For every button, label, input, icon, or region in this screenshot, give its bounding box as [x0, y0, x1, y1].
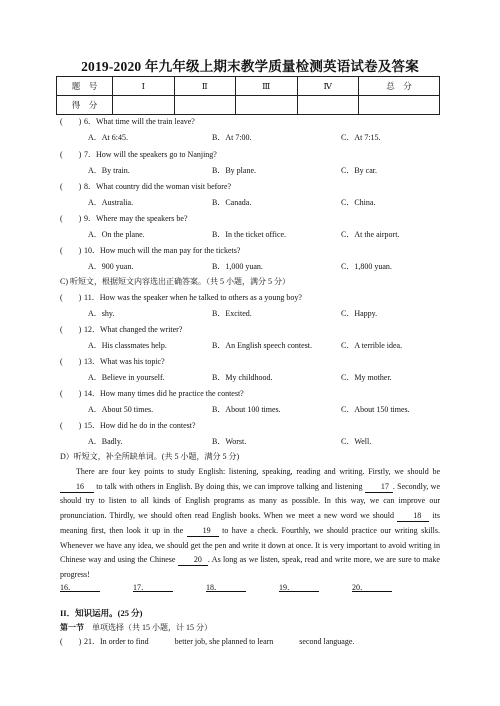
part-2-section-1 — [60, 623, 212, 633]
option-c: C．A terrible idea. — [341, 341, 403, 350]
score-cell[interactable] — [236, 96, 298, 115]
option-a: A．shy. — [88, 309, 115, 318]
option-b: B．In the ticket office. — [212, 230, 287, 239]
score-header-cell: Ⅱ — [174, 77, 236, 96]
answer-bracket[interactable]: ( ) — [60, 150, 82, 159]
score-header-cell: Ⅳ — [297, 77, 359, 96]
option-c: C．1,800 yuan. — [341, 262, 392, 271]
answer-bracket[interactable]: ( ) — [60, 357, 82, 366]
score-row-label: 得 分 — [57, 96, 113, 115]
blank-17: 17 — [365, 482, 393, 493]
option-a: A．About 50 times. — [88, 405, 154, 414]
answer-blank[interactable] — [206, 583, 246, 592]
option-b: B．At 7:00. — [212, 133, 252, 142]
answer-bracket[interactable]: ( ) — [60, 293, 82, 302]
option-c: C．China. — [341, 198, 376, 207]
answer-label: 17． — [133, 583, 149, 592]
passage-text: to have a check. Fourthly, we should practice our writing skills. Whenever we have any idea, we should get the pen and write it down at once. It is very important to avoid writing in Chinese way and using the Chinese — [60, 525, 440, 565]
option-c: C．About 150 times. — [341, 405, 410, 414]
score-table-score-row — [57, 96, 440, 115]
passage-text: to talk with others in English. By doing this, we can improve talking and listening — [94, 481, 365, 491]
question-text — [84, 637, 354, 647]
option-b: B．My childhood. — [212, 373, 273, 382]
question-text: 12．What changed the writer? — [84, 325, 183, 334]
section-label: 第一节 — [60, 623, 84, 632]
option-c: C．Happy. — [341, 309, 378, 318]
blank-16: 16 — [60, 482, 94, 493]
option-a: A．Badly. — [88, 437, 123, 446]
section-d-heading: D）听短文，补全所缺单词。(共 5 小题，满分 5 分) — [60, 452, 240, 461]
answer-label: 18． — [206, 583, 222, 592]
score-header-cell: 总 分 — [359, 77, 440, 96]
answer-bracket[interactable]: ( ) — [60, 214, 82, 223]
option-c: C．At the airport. — [341, 230, 400, 239]
exam-title: 2019-2020 年九年级上期末教学质量检测英语试卷及答案 — [81, 59, 419, 74]
score-cell[interactable] — [113, 96, 175, 115]
option-b: B．1,000 yuan. — [212, 262, 263, 271]
question-text-part: 21．In order to find — [84, 637, 149, 646]
answer-bracket[interactable]: ( ) — [60, 421, 82, 430]
question-text: 10．How much will the man pay for the tickets? — [84, 246, 241, 255]
option-b: B．Excited. — [212, 309, 252, 318]
answer-label: 16． — [60, 583, 76, 592]
question-text: 11．How was the speaker when he talked to others as a young boy? — [84, 293, 302, 302]
passage-text: . As long as we listen, speak, read and write more, we are sure to make progress! — [60, 555, 440, 579]
blank-18: 18 — [397, 511, 429, 522]
option-b: B．By plane. — [212, 166, 256, 175]
answer-bracket[interactable]: ( ) — [60, 117, 82, 126]
option-a: A．At 6:45. — [88, 133, 128, 142]
answer-label: 19． — [279, 583, 295, 592]
option-c: C．My mother. — [341, 373, 392, 382]
score-cell[interactable] — [359, 96, 440, 115]
question-text: 7．How will the speakers go to Nanjing? — [84, 150, 217, 159]
option-c: C．Well. — [341, 437, 372, 446]
answer-bracket[interactable]: ( ) — [60, 389, 82, 398]
option-a: A．His classmates help. — [88, 341, 167, 350]
question-text: 6．What time will the train leave? — [84, 117, 195, 126]
option-a: A．Australia. — [88, 198, 134, 207]
passage-text: . Secondly, we should try to listen to all kinds of English programs as many as possible. In this way, we can improve our pronunciation. Thirdly, we should often read English books. When we meet a new word we should — [60, 481, 440, 521]
blank-19: 19 — [187, 526, 219, 537]
option-a: A．900 yuan. — [88, 262, 134, 271]
answer-bracket[interactable]: ( ) — [60, 246, 82, 255]
question-text: 15．How did he do in the contest? — [84, 421, 196, 430]
option-a: A．By train. — [88, 166, 130, 175]
question-text: 9．Where may the speakers be? — [84, 214, 188, 223]
score-header-cell: Ⅲ — [236, 77, 298, 96]
passage-text: There are four key points to study English: listening, speaking, reading and writing. Firstly, we should be — [76, 467, 440, 476]
score-cell[interactable] — [174, 96, 236, 115]
answer-blank[interactable] — [60, 583, 100, 592]
part-2-title: II．知识运用。(25 分) — [60, 608, 143, 618]
question-text: 8．What country did the woman visit before? — [84, 182, 232, 191]
section-c-heading: C) 听短文，根据短文内容选出正确答案。（共 5 小题，满分 5 分） — [60, 277, 290, 286]
answer-blank[interactable] — [133, 583, 173, 592]
option-c: C．By car. — [341, 166, 377, 175]
answer-bracket[interactable]: ( ) — [60, 637, 82, 646]
answer-bracket[interactable]: ( ) — [60, 182, 82, 191]
answer-blank[interactable] — [279, 583, 319, 592]
question-text: 14．How many times did he practice the contest? — [84, 389, 244, 398]
section-text: 单项选择（共 15 小题，计 15 分） — [84, 623, 212, 632]
score-table — [56, 76, 440, 115]
question-text-part: second language. — [299, 637, 355, 646]
passage — [60, 465, 440, 583]
score-cell[interactable] — [297, 96, 359, 115]
answer-bracket[interactable]: ( ) — [60, 325, 82, 334]
option-b: B．About 100 times. — [212, 405, 281, 414]
option-b: B．Worst. — [212, 437, 247, 446]
question-text: 13．What was his topic? — [84, 357, 165, 366]
answer-label: 20． — [352, 583, 368, 592]
option-b: B．Canada. — [212, 198, 252, 207]
passage-text: its meaning first, then look it up in the — [60, 511, 440, 535]
option-b: B．An English speech contest. — [212, 341, 312, 350]
question-text-part: better job, she planned to learn — [174, 637, 274, 646]
answer-lines — [60, 583, 440, 595]
score-header-cell: Ⅰ — [113, 77, 175, 96]
score-header-cell: 题 号 — [57, 77, 113, 96]
answer-blank[interactable] — [352, 583, 392, 592]
option-a: A．Believe in yourself. — [88, 373, 165, 382]
option-a: A．On the plane. — [88, 230, 145, 239]
option-c: C．At 7:15. — [341, 133, 381, 142]
blank-20: 20 — [178, 555, 208, 566]
score-table-header-row — [57, 77, 440, 96]
